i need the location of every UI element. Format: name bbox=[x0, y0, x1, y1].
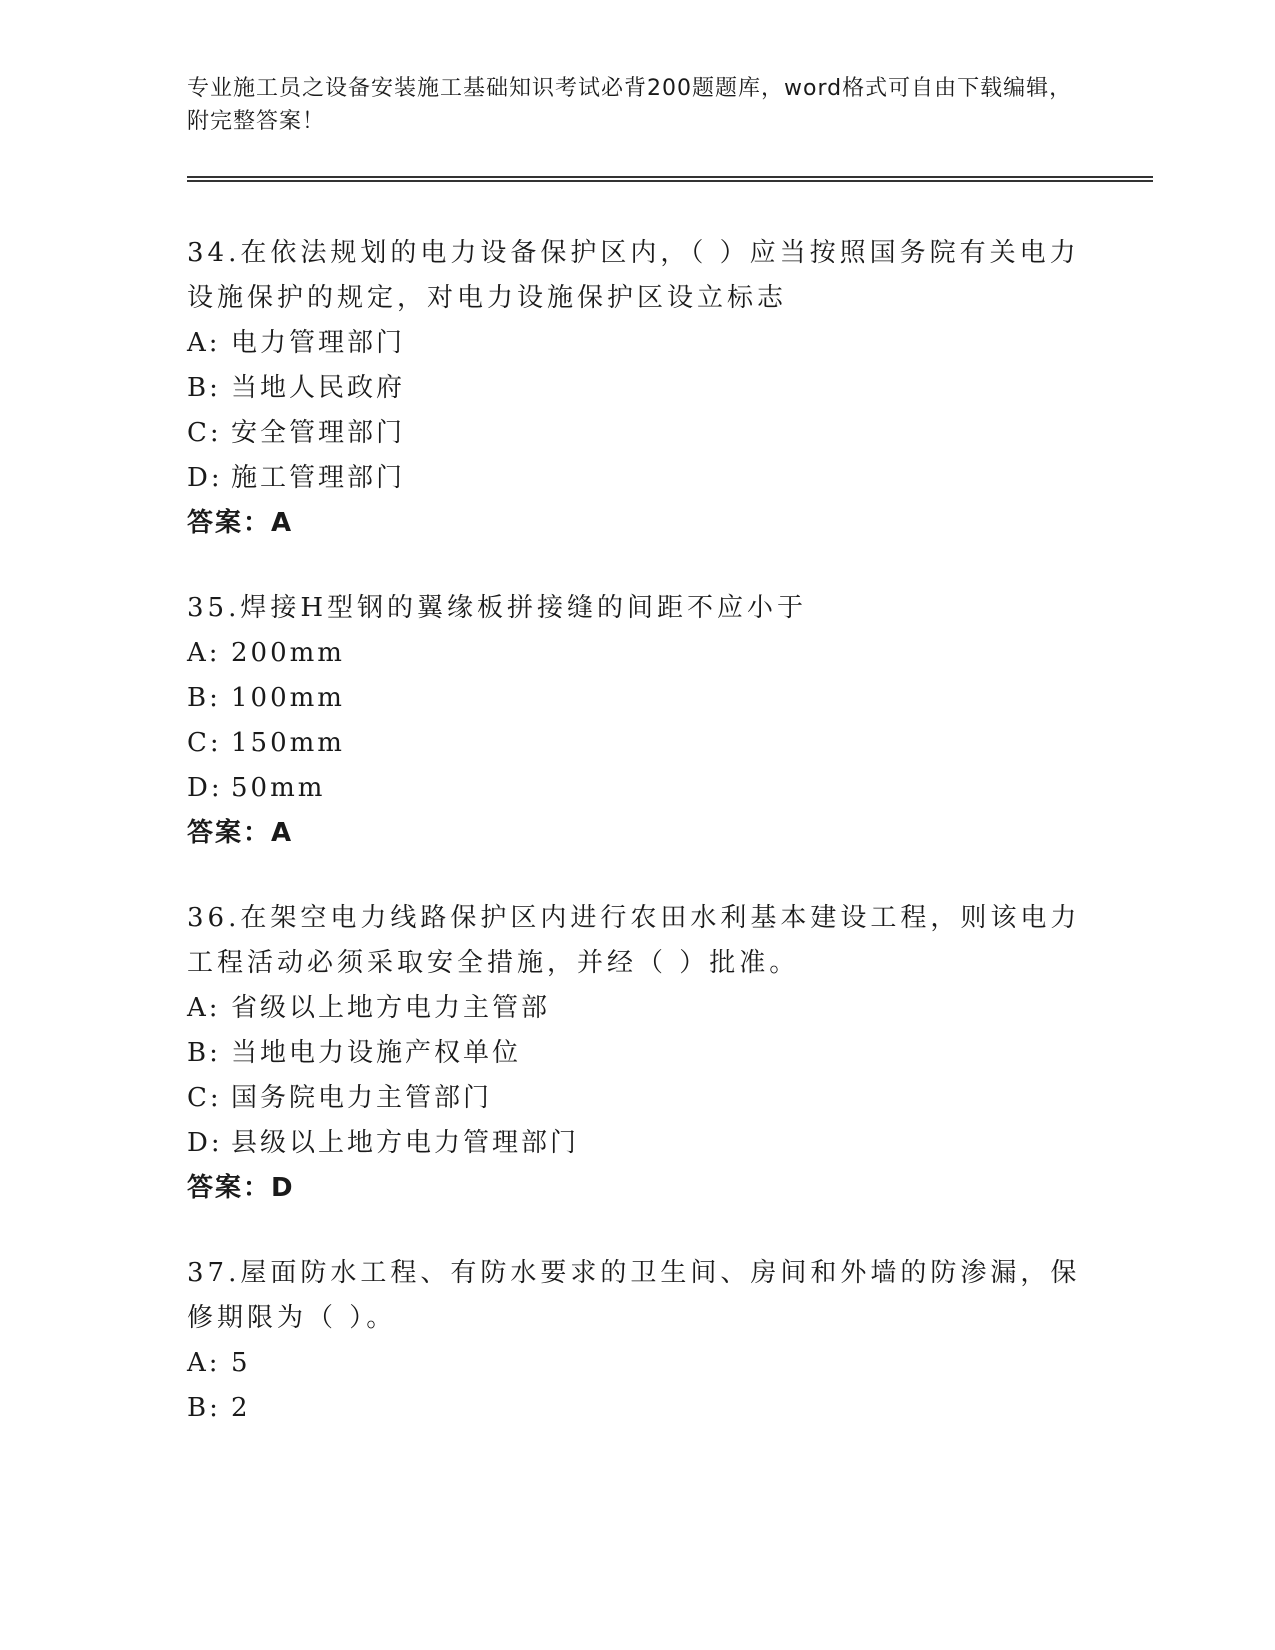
question-text: 36.在架空电力线路保护区内进行农田水利基本建设工程，则该电力工程活动必须采取安全措施，并经（ ）批准。 bbox=[187, 903, 1081, 978]
question-item bbox=[187, 1251, 1087, 1431]
option-key: C: bbox=[187, 1083, 222, 1113]
option-text: 2 bbox=[231, 1393, 251, 1423]
option-item bbox=[187, 1341, 1087, 1386]
question-text: 34.在依法规划的电力设备保护区内，（ ）应当按照国务院有关电力设施保护的规定，对电力设施保护区设立标志 bbox=[187, 238, 1080, 313]
option-key: D: bbox=[187, 773, 223, 803]
option-key: B: bbox=[187, 683, 221, 713]
option-text: 施工管理部门 bbox=[231, 463, 406, 493]
option-text: 5 bbox=[231, 1348, 251, 1378]
option-text: 安全管理部门 bbox=[231, 418, 406, 448]
answer-line: 答案：D bbox=[187, 1173, 295, 1203]
option-item bbox=[187, 766, 1087, 811]
question-list bbox=[187, 231, 1087, 1471]
option-item bbox=[187, 456, 1087, 501]
option-item bbox=[187, 1031, 1087, 1076]
option-key: B: bbox=[187, 1393, 221, 1423]
option-text: 省级以上地方电力主管部 bbox=[231, 993, 551, 1023]
option-key: D: bbox=[187, 1128, 223, 1158]
option-key: C: bbox=[187, 728, 222, 758]
option-item bbox=[187, 1121, 1087, 1166]
option-key: C: bbox=[187, 418, 222, 448]
option-text: 电力管理部门 bbox=[231, 328, 406, 358]
option-text: 200mm bbox=[231, 638, 345, 668]
option-item bbox=[187, 1386, 1087, 1431]
option-item bbox=[187, 366, 1087, 411]
option-key: A: bbox=[187, 1348, 221, 1378]
option-text: 100mm bbox=[231, 683, 345, 713]
option-item bbox=[187, 321, 1087, 366]
answer-line: 答案：A bbox=[187, 818, 294, 848]
option-text: 50mm bbox=[231, 773, 326, 803]
option-key: D: bbox=[187, 463, 223, 493]
option-item bbox=[187, 631, 1087, 676]
option-item bbox=[187, 1076, 1087, 1121]
header-double-rule bbox=[187, 176, 1153, 182]
option-key: A: bbox=[187, 993, 221, 1023]
option-key: B: bbox=[187, 373, 221, 403]
option-key: A: bbox=[187, 328, 221, 358]
answer-line: 答案：A bbox=[187, 508, 294, 538]
option-text: 县级以上地方电力管理部门 bbox=[231, 1128, 580, 1158]
question-text: 35.焊接H型钢的翼缘板拼接缝的间距不应小于 bbox=[187, 593, 808, 623]
option-key: B: bbox=[187, 1038, 221, 1068]
option-item bbox=[187, 411, 1087, 456]
option-item bbox=[187, 986, 1087, 1031]
option-item bbox=[187, 676, 1087, 721]
question-item bbox=[187, 586, 1087, 856]
question-item bbox=[187, 231, 1087, 546]
question-item bbox=[187, 896, 1087, 1211]
document-header: 专业施工员之设备安装施工基础知识考试必背200题题库，word格式可自由下载编辑，附完整答案！ bbox=[187, 76, 1073, 134]
option-key: A: bbox=[187, 638, 221, 668]
option-text: 当地人民政府 bbox=[231, 373, 406, 403]
option-text: 国务院电力主管部门 bbox=[231, 1083, 493, 1113]
option-item bbox=[187, 721, 1087, 766]
question-text: 37.屋面防水工程、有防水要求的卫生间、房间和外墙的防渗漏，保修期限为（ ）。 bbox=[187, 1258, 1081, 1333]
option-text: 当地电力设施产权单位 bbox=[231, 1038, 522, 1068]
option-text: 150mm bbox=[231, 728, 345, 758]
